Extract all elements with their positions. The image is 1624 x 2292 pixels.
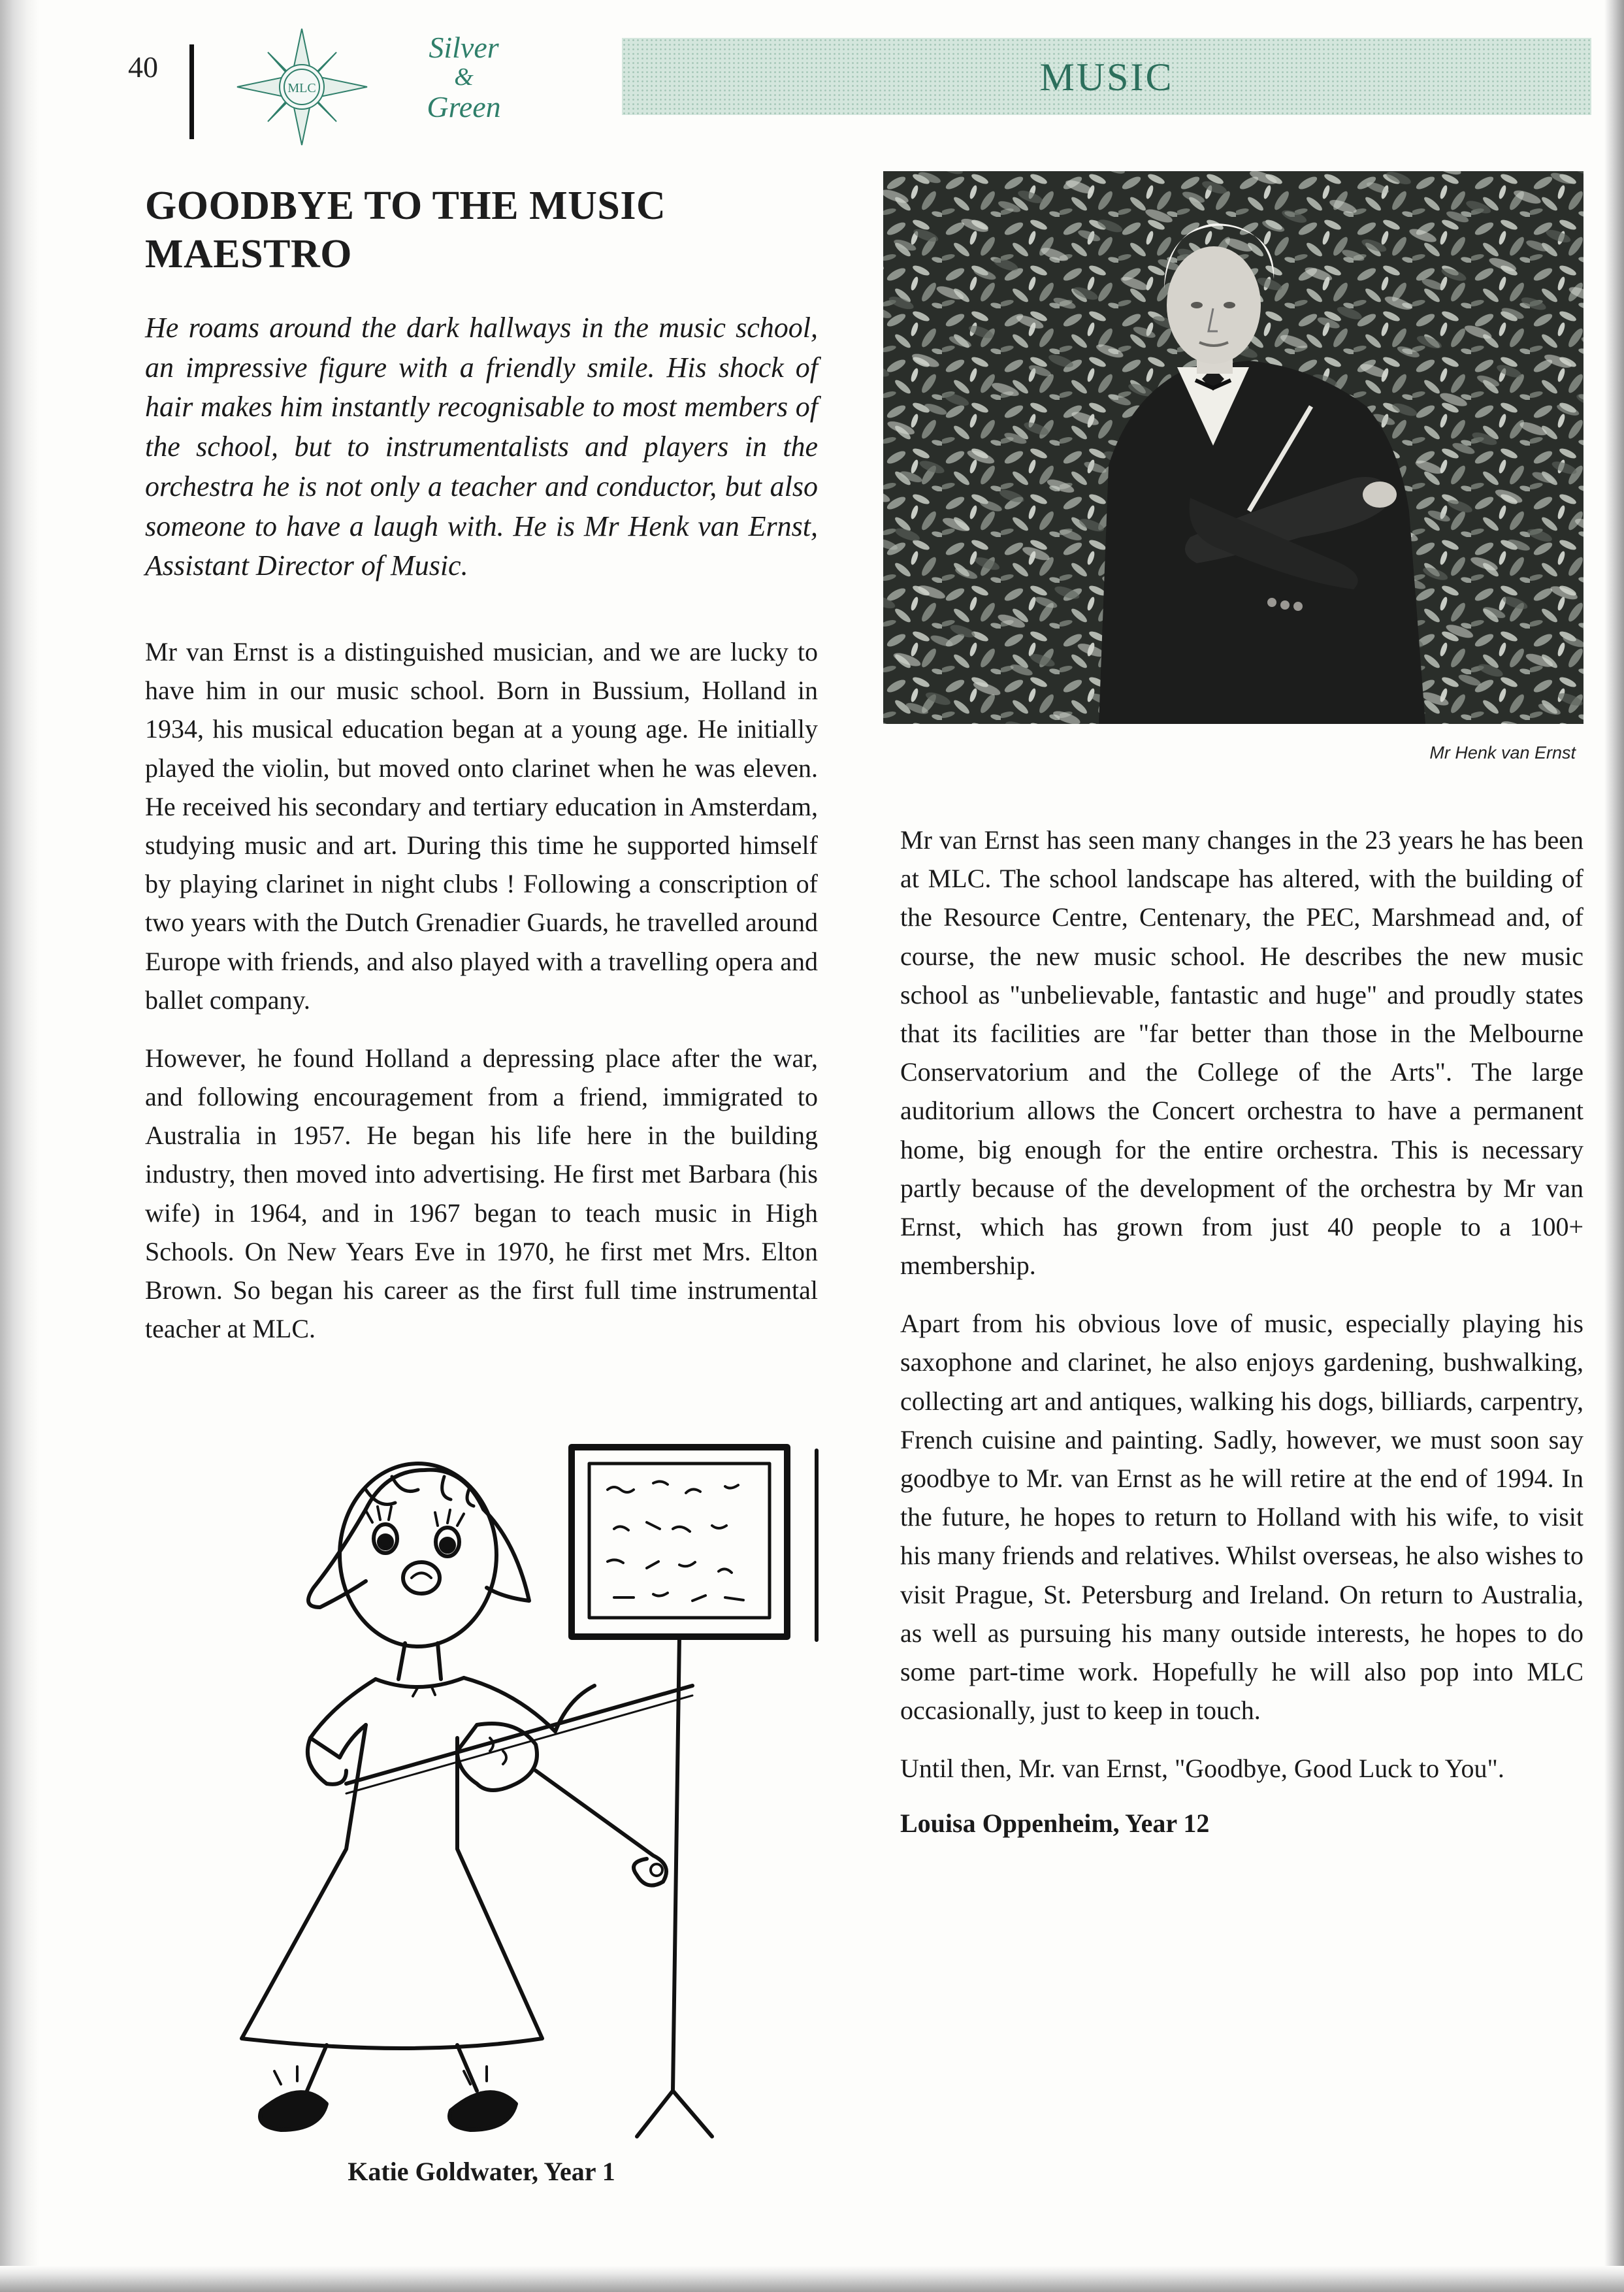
article-title: GOODBYE TO THE MUSIC MAESTRO [145,184,666,277]
paragraph-2: However, he found Holland a depressing place after the war, and following encouragement from a friend, immigrated to Australia in 1957. He began his life here in the building industry, then moved into advertising. He first met Barbara (his wife) in 1964, and in 1967 began to teach music in High Schools. On New Years Eve in 1970, he first met Mrs. Elton Brown. So began his career as the first full time instrumental teacher at MLC. [145,1043,818,1344]
article-intro: He roams around the dark hallways in the music school, an impressive figure with a friendly smile. His shock of hair makes him instantly recognisable to most members of the school, but to instrumentalists and players in the orchestra he is not only a teacher and conductor, but also someone to have a laugh with. He is Mr Henk van Ernst, Assistant Director of Music. [145,312,818,582]
section-banner [622,38,1591,115]
page-right-edge [1604,0,1624,2292]
compass-star-logo [232,25,372,149]
logo-text: MLC [287,81,316,95]
left-column [145,632,818,1367]
paragraph-5: Until then, Mr. van Ernst, "Goodbye, Good Luck to You". [900,1754,1504,1784]
child-drawing-violinist [150,1431,843,2143]
right-column [900,821,1583,1839]
paragraph-1: Mr van Ernst is a distinguished musician, and we are lucky to have him in our music school. Born in Bussium, Holland in 1934, his musical education began at a young age. He initially played the violin, but moved onto clarinet when he was eleven. He received his secondary and tertiary education in Amsterdam, studying music and art. During this time he supported himself by playing clarinet in night clubs ! Following a conscription of two years with the Dutch Grenadier Guards, he travelled around Europe with friends, and also played with a travelling opera and ballet company. [145,637,818,1015]
masthead-green: Green [427,90,501,123]
portrait-photo-image [883,171,1583,724]
header-divider [189,44,194,139]
page-number: 40 [128,50,158,84]
portrait-photo [883,171,1583,724]
masthead-silver: Silver [429,31,499,64]
page-binding-edge [0,0,39,2292]
paragraph-3: Mr van Ernst has seen many changes in the 23 years he has been at MLC. The school landscape has altered, with the building of the Resource Centre, Centenary, the PEC, Marshmead and, of course, the new music school. He describes the new music school as "unbelievable, fantastic and huge" and proudly states that its facilities are "far better than those in the Melbourne Conservatorium and the College of the Arts". The large auditorium allows the Concert orchestra to have a permanent home, big enough for the entire orchestra. This is necessary partly because of the development of the orchestra by Mr van Ernst, which has grown from just 40 people to a 100+ membership. [900,825,1583,1281]
masthead-ampersand: & [454,63,474,91]
author-byline: Louisa Oppenheim, Year 12 [900,1808,1210,1838]
page-bottom-edge [0,2266,1624,2292]
drawing-caption: Katie Goldwater, Year 1 [348,2157,615,2186]
photo-caption: Mr Henk van Ernst [1429,743,1576,762]
section-title: MUSIC [1039,56,1174,99]
masthead [398,31,529,123]
paragraph-4: Apart from his obvious love of music, especially playing his saxophone and clarinet, he also enjoys gardening, bushwalking, collecting art and antiques, walking his dogs, billiards, carpentry, French cuisine and painting. Sadly, however, we must soon say goodbye to Mr. van Ernst as he will retire at the end of 1994. In the future, he hopes to return to Holland with his wife, to visit his many friends and relatives. Whilst overseas, he also wishes to visit Prague, St. Petersburg and Ireland. On return to Australia, as well as pursuing his many outside interests, he hopes to do some part-time work. Hopefully he will also pop into MLC occasionally, just to keep in touch. [900,1309,1583,1726]
